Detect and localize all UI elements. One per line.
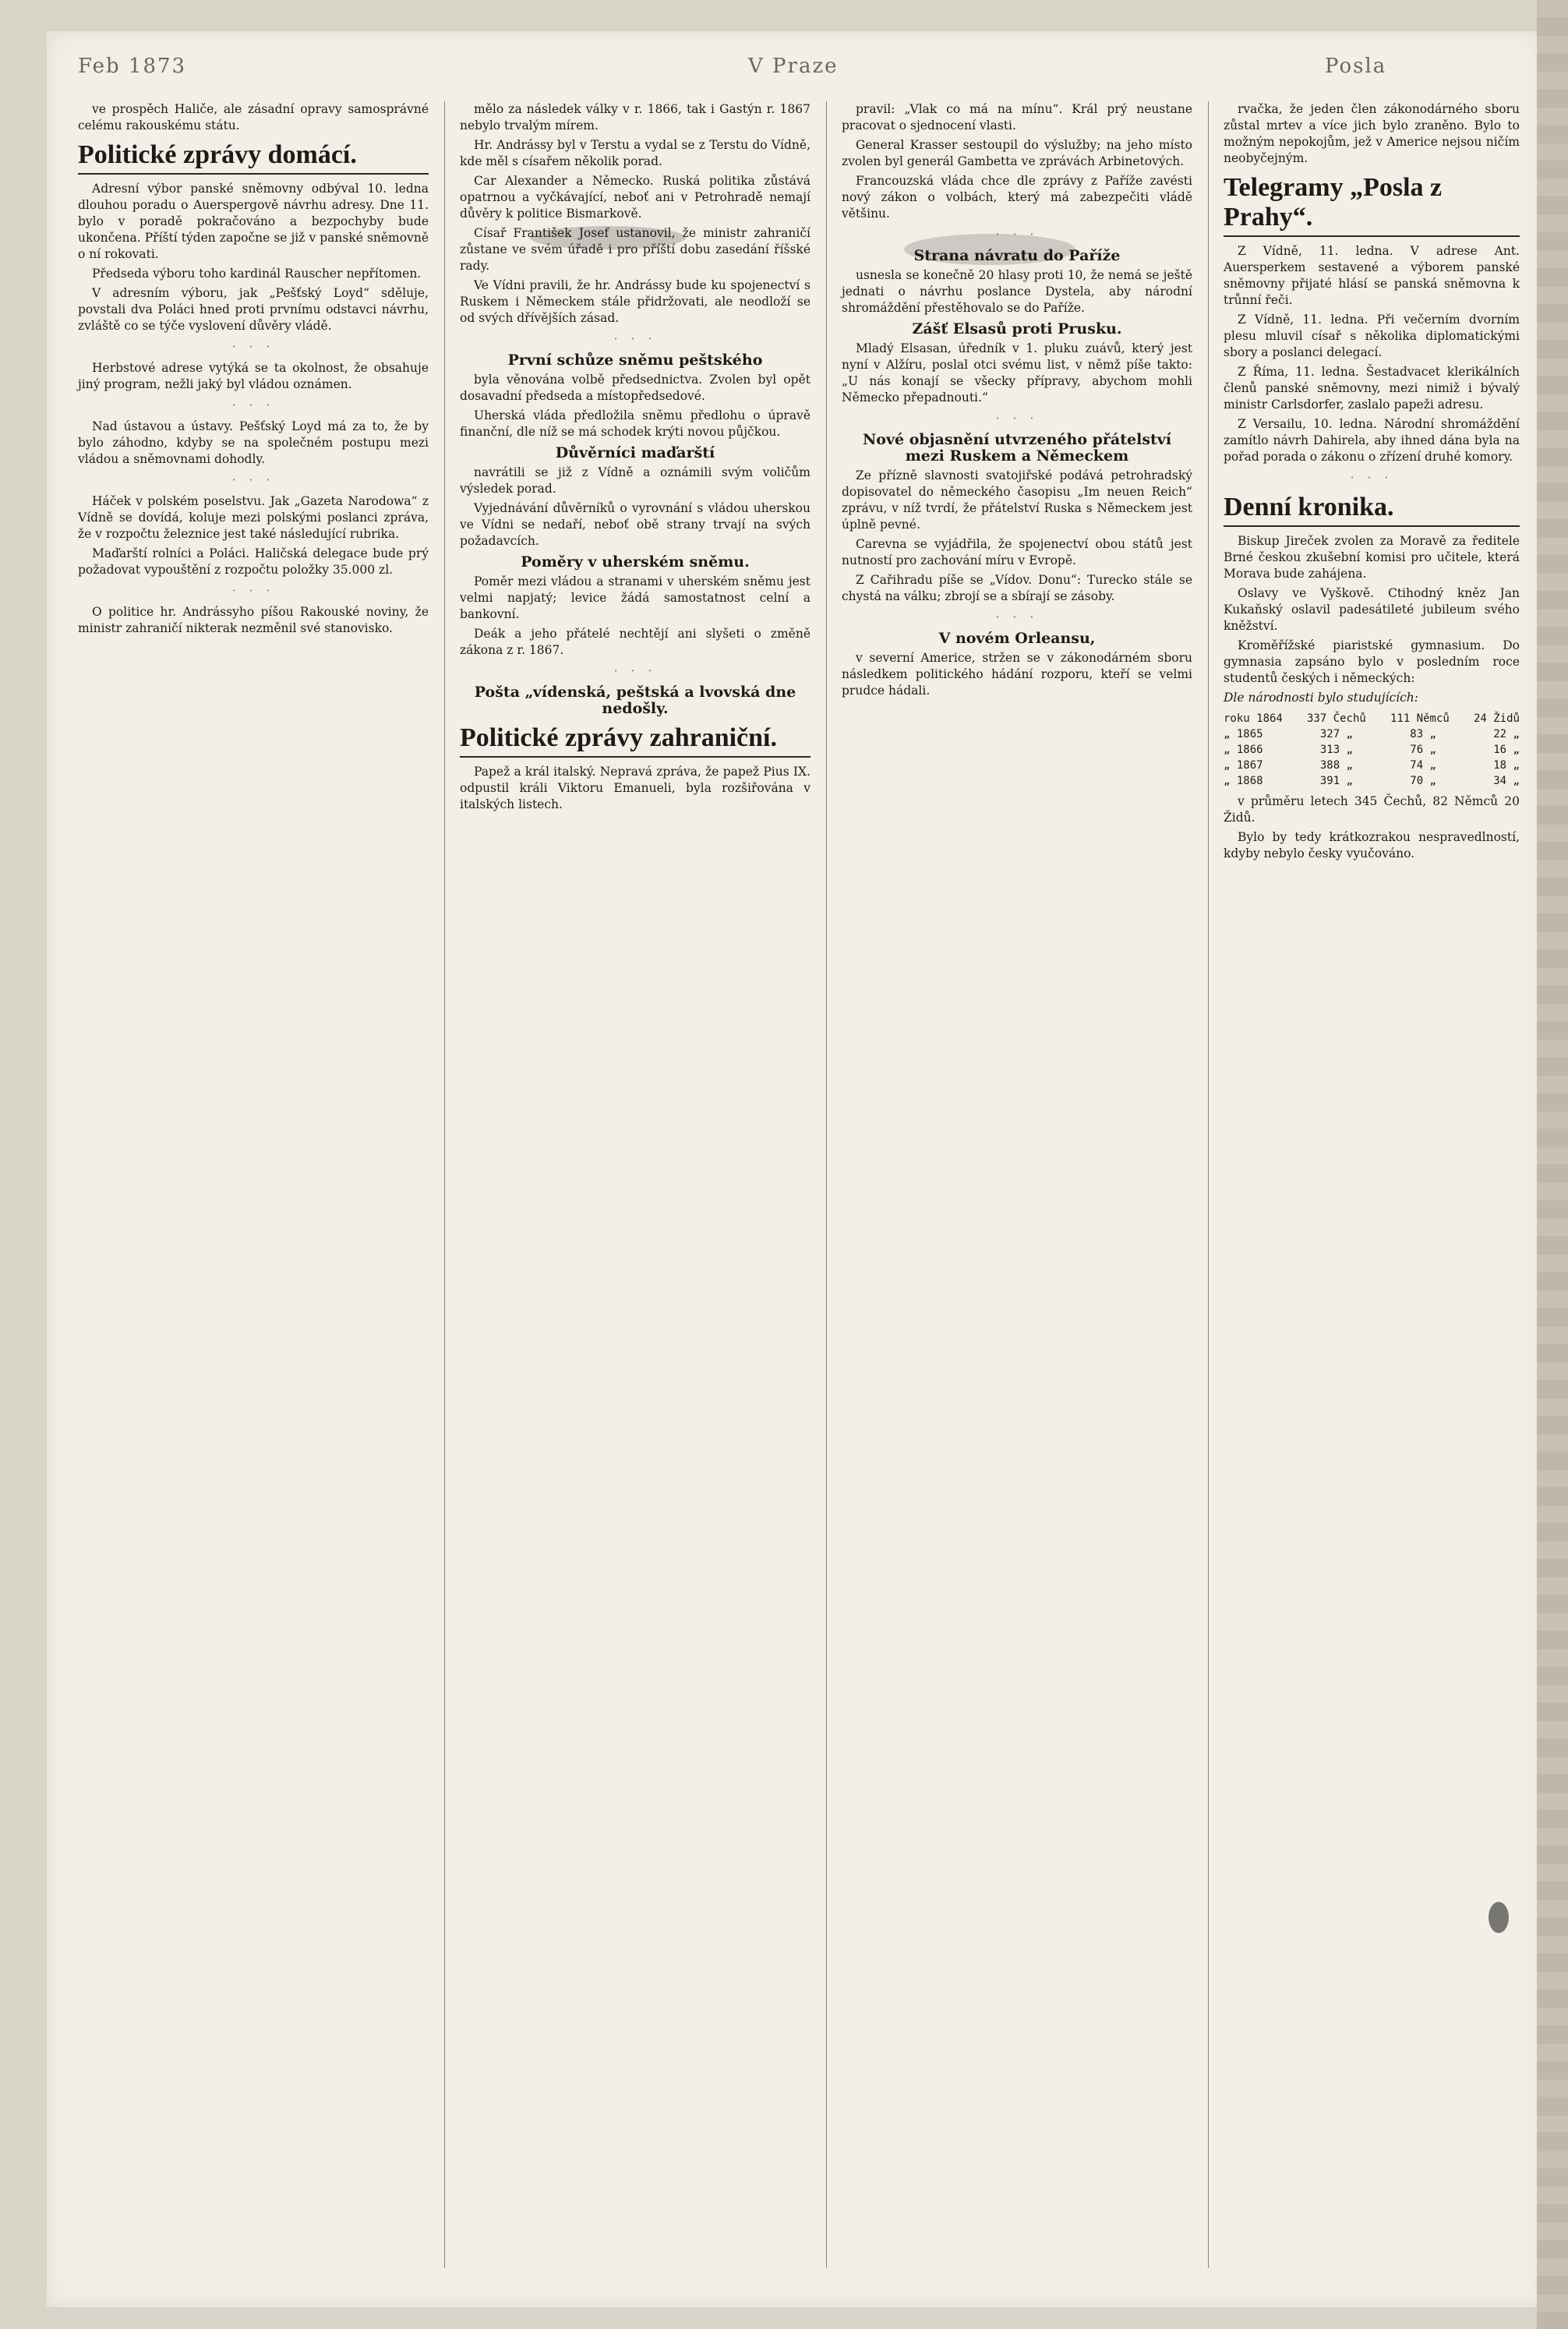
table-cell: 74 „ <box>1410 759 1436 772</box>
section-heading-telegrams: Telegramy „Posla z Prahy“. <box>1224 173 1520 237</box>
article-paragraph: Bylo by tedy krátkozrakou nespravedlností, kdyby nebylo česky vyučováno. <box>1224 830 1520 861</box>
article-paragraph: Biskup Jireček zvolen za Moravě za ředitele Brné českou zkušební komisi pro učitele, která Morava bude zahájena. <box>1224 534 1520 581</box>
article-paragraph: pravil: „Vlak co má na mínu“. Král prý neustane pracovat o sjednocení vlasti. <box>842 102 1192 133</box>
table-cell: 70 „ <box>1410 775 1436 787</box>
omitted-text-marker: · · · <box>1350 471 1393 485</box>
omitted-text-marker: · · · <box>231 473 275 487</box>
article-paragraph: Car Alexander a Německo. Ruská politika zůstává opatrnou a vyčkávající, neboť ani v Petrohradě nemají důvěry k politice Bismarkově. <box>460 174 810 221</box>
table-footer: v průměru letech 345 Čechů, 82 Němců 20 Židů. <box>1224 794 1520 825</box>
subheading: Poměry v uherském sněmu. <box>521 553 750 571</box>
omitted-text-marker: · · · <box>995 610 1039 624</box>
column-3 <box>842 101 1192 702</box>
omitted-text-marker: · · · <box>995 412 1039 426</box>
telegram-item: Z Vídně, 11. ledna. Při večerním dvorním plesu mluvil císař s několika diplomatickými sbory a poslanci delegací. <box>1224 313 1520 359</box>
omitted-text-marker: · · · <box>231 398 275 412</box>
article-paragraph: Adresní výbor panské sněmovny odbýval 10. ledna dlouhou poradu o Auerspergově návrhu adresy. Dne 11. bylo v poradě pokračováno a bezpochyby bude ukončena. Příští týden započne se již v panské sněmovně o ní rokovati. <box>78 182 429 261</box>
article-paragraph: O politice hr. Andrássyho píšou Rakouské noviny, že ministr zahraničí nikterak nezměnil své stanovisko. <box>78 605 429 635</box>
article-paragraph: V adresním výboru, jak „Pešťský Loyd“ sděluje, povstali dva Poláci hned proti prvnímu odstavci návrhu, zvláště co se týče vyslovení důvěry vládě. <box>78 286 429 333</box>
article-paragraph: mělo za následek války v r. 1866, tak i Gastýn r. 1867 nebylo trvalým mírem. <box>460 102 810 133</box>
running-head-middle: V Praze <box>748 55 839 78</box>
table-cell: 24 Židů <box>1473 712 1520 725</box>
omitted-text-marker: · · · <box>231 340 275 354</box>
table-cell: 22 „ <box>1493 728 1520 740</box>
omitted-text-marker: · · · <box>995 228 1039 242</box>
omitted-text-marker: · · · <box>231 584 275 598</box>
article-paragraph: Vyjednávání důvěrníků o vyrovnání s vládou uherskou ve Vídni se nedaří, neboť obě strany trvají na svých požadavcích. <box>460 501 810 548</box>
section-heading-foreign: Politické zprávy zahraniční. <box>460 723 810 758</box>
table-row <box>1224 726 1520 742</box>
article-paragraph: Háček v polském poselstvu. Jak „Gazeta Narodowa“ z Vídně se dovídá, koluje mezi polskými poslanci zpráva, že v rozpočtu železnice jest také následující rubrika. <box>78 494 429 541</box>
table-row <box>1224 773 1520 789</box>
column-rule <box>826 101 827 2268</box>
table-row <box>1224 758 1520 773</box>
article-paragraph: rvačka, že jeden člen zákonodárného sboru zůstal mrtev a více jich bylo zraněno. Bylo to možným nepokojům, jež v Americe nejsou ničím neobyčejným. <box>1224 102 1520 165</box>
section-heading-chronicle: Denní kronika. <box>1224 493 1520 527</box>
article-paragraph: v severní Americe, stržen se v zákonodárném sboru následkem politického hádání rozporu, kteří se velmi prudce hádali. <box>842 651 1192 698</box>
table-cell: 18 „ <box>1493 759 1520 772</box>
running-head-right: Posla <box>1325 55 1387 78</box>
column-1 <box>78 101 429 640</box>
running-head-left: Feb 1873 <box>78 55 187 78</box>
subheading: V novém Orleansu, <box>938 630 1096 647</box>
article-paragraph: Hr. Andrássy byl v Terstu a vydal se z Terstu do Vídně, kde měl s císařem několik porad. <box>460 138 810 168</box>
table-cell: 391 „ <box>1319 775 1353 787</box>
table-cell: 34 „ <box>1493 775 1520 787</box>
ink-stain <box>530 226 686 249</box>
omitted-text-marker: · · · <box>613 332 657 346</box>
table-cell: 16 „ <box>1493 744 1520 756</box>
article-paragraph: Z Cařihradu píše se „Vídov. Donu“: Turecko stále se chystá na válku; zbrojí se a sbírají se zásoby. <box>842 573 1192 603</box>
table-cell: „ 1866 <box>1224 744 1263 756</box>
telegram-item: Z Versailu, 10. ledna. Národní shromáždění zamítlo návrh Dahirela, aby ihned dána byla na pořad porada o zákonu o zřízení druhé komory. <box>1224 417 1520 464</box>
article-paragraph: Předseda výboru toho kardinál Rauscher nepřítomen. <box>92 267 422 281</box>
column-rule <box>1208 101 1209 2268</box>
article-paragraph: Oslavy ve Vyškově. Ctihodný kněz Jan Kukaňský oslavil padesátileté jubileum svého kněžství. <box>1224 586 1520 633</box>
enrollment-table <box>1224 711 1520 789</box>
article-paragraph: Z Vídně, 11. ledna. V adrese Ant. Auersperkem sestavené a výborem panské sněmovny přijaté hlásí se panská sněmovna k trůnní řeči. <box>1224 244 1520 307</box>
article-paragraph: Mladý Elsasan, úředník v 1. pluku zuávů, který jest nyní v Alžíru, poslal otci svému list, v němž píše takto: „U nás konají se všecky přípravy, abychom mohli Německo přepadnouti.“ <box>842 341 1192 405</box>
table-cell: „ 1867 <box>1224 759 1263 772</box>
table-cell: „ 1865 <box>1224 728 1263 740</box>
subheading: Důvěrníci maďarští <box>555 444 715 461</box>
article-paragraph: Carevna se vyjádřila, že spojenectví obou států jest nutností pro zachování míru v Evropě. <box>842 537 1192 567</box>
table-cell: „ 1868 <box>1224 775 1263 787</box>
table-row <box>1224 742 1520 758</box>
article-paragraph: Maďarští rolníci a Poláci. Haličská delegace bude prý požadovat vypouštění z rozpočtu položky 35.000 zl. <box>78 546 429 577</box>
article-paragraph: usnesla se konečně 20 hlasy proti 10, že nemá se ještě jednati o návrhu poslance Dystela, aby národní shromáždění přestěhovalo se do Paříže. <box>842 268 1192 315</box>
adjacent-page-edge <box>1537 0 1568 2329</box>
telegram-item: Z Říma, 11. ledna. Šestadvacet klerikálních členů panské sněmovny, mezi nimiž i bývalý ministr Carlsdorfer, zaslalo papeži adresu. <box>1224 365 1520 412</box>
table-cell: 327 „ <box>1319 728 1353 740</box>
subheading: První schůze sněmu peštského <box>507 352 763 369</box>
article-paragraph: Císař František Josef ustanovil, že ministr zahraničí zůstane ve svém úřadě i pro příští dobu zasedání říšské rady. <box>460 226 810 273</box>
section-heading-domestic: Politické zprávy domácí. <box>78 140 429 175</box>
article-paragraph: navrátili se již z Vídně a oznámili svým voličům výsledek porad. <box>460 465 810 496</box>
ink-stain <box>904 234 1075 265</box>
article-paragraph: byla věnována volbě předsednictva. Zvolen byl opět dosavadní předseda a místopředsedové. <box>460 373 810 403</box>
table-cell: 313 „ <box>1319 744 1353 756</box>
article-paragraph: Nad ústavou a ústavy. Pešťský Loyd má za to, že by bylo záhodno, kdyby se na společném postupu mezi vládou a sněmovnami dohodly. <box>78 419 429 466</box>
article-paragraph: Ze přízně slavnosti svatojiřské podává petrohradský dopisovatel do německého časopisu „Im neuen Reich“ zprávu, v níž tvrdí, že přátelství Ruska s Německem jest úplně pevné. <box>842 468 1192 532</box>
article-paragraph: Deák a jeho přátelé nechtějí ani slyšeti o změně zákona z r. 1867. <box>460 627 810 657</box>
newspaper-page <box>47 31 1543 2307</box>
column-rule <box>444 101 445 2268</box>
article-paragraph: Herbstové adrese vytýká se ta okolnost, že obsahuje jiný program, nežli jaký byl vládou oznámen. <box>78 361 429 391</box>
subheading: Pošta „vídenská, peštská a lvovská dne nedošly. <box>474 684 796 717</box>
article-paragraph: Poměr mezi vládou a stranami v uherském sněmu jest velmi napjatý; levice žádá samostatnost celní a bankovní. <box>460 574 810 621</box>
article-paragraph: Kroměřížské piaristské gymnasium. Do gymnasia zapsáno bylo v posledním roce studentů českých i německých: <box>1224 638 1520 685</box>
table-cell: roku 1864 <box>1224 712 1283 725</box>
ink-stain <box>1489 1902 1509 1933</box>
subheading: Strana návratu do Paříže <box>913 247 1121 264</box>
article-paragraph: General Krasser sestoupil do výslužby; na jeho místo zvolen byl generál Gambetta ve zprávách Arbinetových. <box>842 138 1192 168</box>
table-cell: 337 Čechů <box>1306 712 1366 725</box>
table-cell: 76 „ <box>1410 744 1436 756</box>
article-paragraph: Papež a král italský. Nepravá zpráva, že papež Pius IX. odpustil králi Viktoru Emanueli, byla rozšiřována v italských listech. <box>460 765 810 811</box>
article-paragraph: Ve Vídni pravili, že hr. Andrássy bude ku spojenectví s Ruskem i Německem stále přidržovati, ale neodloží se od svých dřívějších zásad. <box>460 278 810 325</box>
table-heading: Dle národnosti bylo studujících: <box>1224 691 1419 705</box>
table-cell: 83 „ <box>1410 728 1436 740</box>
article-paragraph: Uherská vláda předložila sněmu předlohu o úpravě finanční, dle níž se má schodek krýti novou půjčkou. <box>460 408 810 439</box>
subheading: Nové objasnění utvrzeného přátelství mezi Ruskem a Německem <box>862 431 1172 465</box>
column-2 <box>460 101 810 816</box>
intro-text: ve prospěch Haliče, ale zásadní opravy samosprávné celému rakouskému státu. <box>78 102 429 133</box>
table-cell: 388 „ <box>1319 759 1353 772</box>
table-row <box>1224 711 1520 726</box>
article-paragraph: Francouzská vláda chce dle zprávy z Paříže zavésti nový zákon o volbách, který má zabezpečiti vládě většinu. <box>842 174 1192 221</box>
omitted-text-marker: · · · <box>613 664 657 678</box>
column-4 <box>1224 101 1520 865</box>
table-cell: 111 Němců <box>1390 712 1450 725</box>
subheading: Zášť Elsasů proti Prusku. <box>912 320 1122 338</box>
